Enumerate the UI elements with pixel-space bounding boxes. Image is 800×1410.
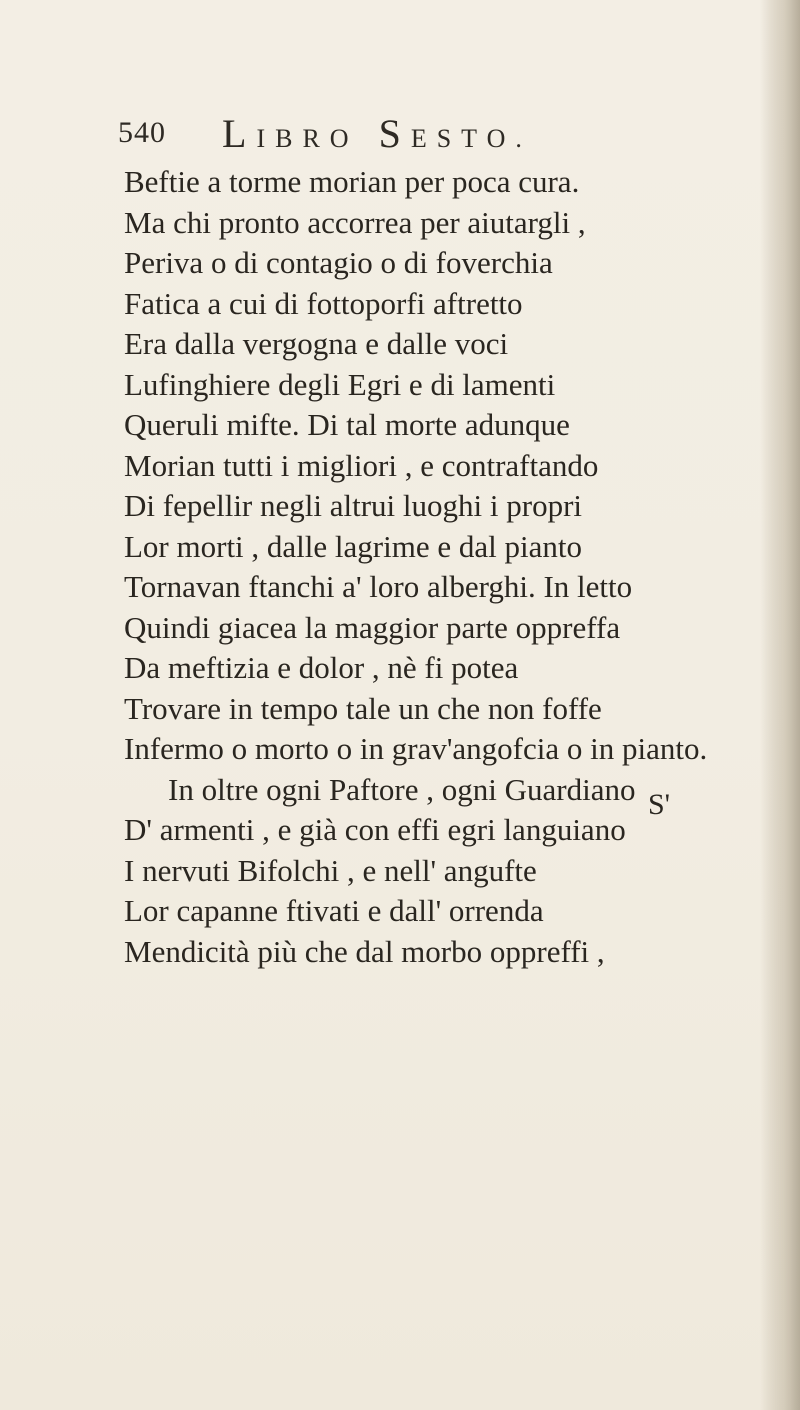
running-title-cap-2: S <box>378 111 411 156</box>
running-title-cap-1: L <box>222 111 257 156</box>
verse-line: Da meftizia e dolor , nè fi potea <box>124 650 519 685</box>
verse-line: Era dalla vergogna e dalle voci <box>124 326 509 361</box>
verse-line: I nervuti Bifolchi , e nell' angufte <box>124 852 537 888</box>
verse-line-indented: In oltre ogni Paftore , ogni Guardiano <box>168 771 636 807</box>
verse-line: Beftie a torme morian per poca cura. <box>124 164 580 199</box>
verse-line: Mendicità più che dal morbo oppreffi , <box>124 933 605 969</box>
verse-line: Ma chi pronto accorrea per aiutargli , <box>124 204 586 240</box>
verse-line: Trovare in tempo tale un che non foffe <box>124 690 602 726</box>
verse-line: Quindi giacea la maggior parte oppreffa <box>124 609 621 645</box>
verse-line: Morian tutti i migliori , e contraftando <box>124 447 599 483</box>
verse-line: D' armenti , e già con effi egri languiano <box>124 812 626 847</box>
verse-line: Lufinghiere degli Egri e di lamenti <box>124 366 556 402</box>
verse-line: Queruli mifte. Di tal morte adunque <box>124 407 570 442</box>
verse-line: Infermo o morto o in grav'angofcia o in pianto. <box>124 731 708 766</box>
verse-line: Tornavan ftanchi a' loro alberghi. In letto <box>124 569 633 604</box>
catchword: S' <box>648 788 671 821</box>
page-edge-shadow <box>760 0 800 1410</box>
page-number: 540 <box>118 116 166 149</box>
verse-line: Di fepellir negli altrui luoghi i propri <box>124 488 583 523</box>
verse-line: Lor capanne ftivati e dall' orrenda <box>124 893 544 928</box>
verse-line: Lor morti , dalle lagrime e dal pianto <box>124 528 582 564</box>
running-title-rest-2: ESTO. <box>410 124 532 153</box>
verse-text <box>124 162 714 972</box>
verse-line: Fatica a cui di fottoporfi aftretto <box>124 285 523 321</box>
page-header <box>118 110 678 160</box>
running-title-rest-1: IBRO <box>256 124 359 153</box>
running-title <box>222 110 532 157</box>
verse-line: Periva o di contagio o di foverchia <box>124 245 553 280</box>
